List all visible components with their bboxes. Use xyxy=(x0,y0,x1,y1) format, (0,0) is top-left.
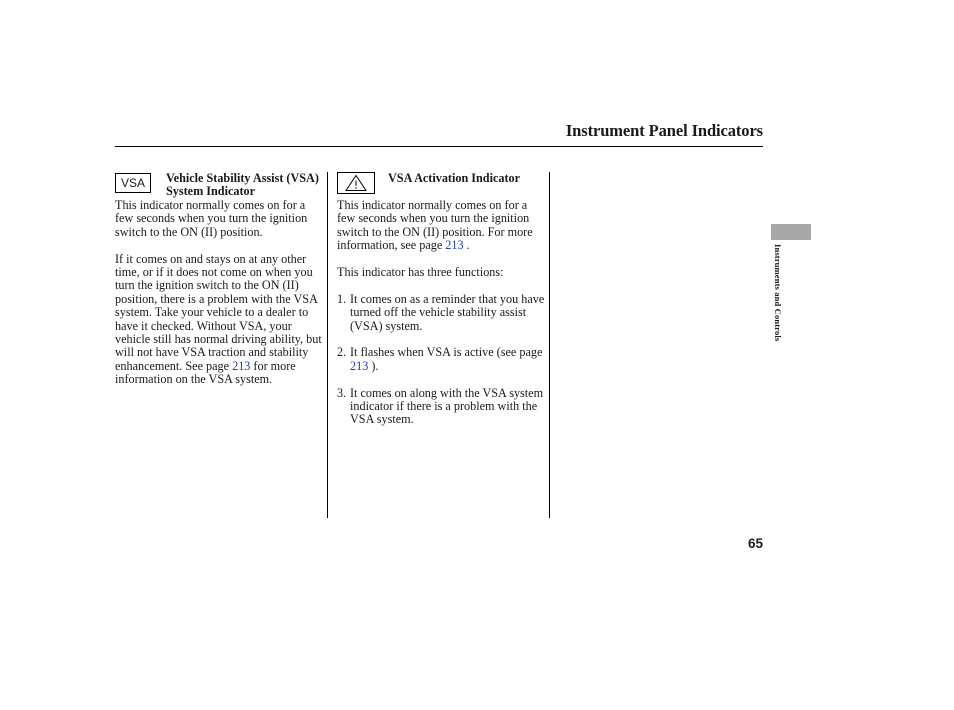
vsa-system-paragraph-1: This indicator normally comes on for a few seconds when you turn the ignition switch to the ON (II) position. xyxy=(115,198,308,239)
list-number: 1. xyxy=(337,291,347,306)
vsa-activation-indicator-title: VSA Activation Indicator xyxy=(388,171,521,185)
page-link[interactable]: 213 xyxy=(350,358,369,373)
page-link[interactable]: 213 xyxy=(232,358,251,373)
vsa-activation-paragraph-1 xyxy=(337,199,545,253)
paragraph-text: This indicator normally comes on for a few seconds when you turn the ignition switch to the ON (II) position. For more information, see page xyxy=(337,198,533,253)
vsa-system-paragraph-2 xyxy=(115,253,323,387)
list-item xyxy=(337,346,545,373)
vsa-activation-paragraph-2: This indicator has three functions: xyxy=(337,265,504,280)
section-side-tab xyxy=(771,224,811,240)
list-text xyxy=(350,346,545,373)
page-link[interactable]: 213 xyxy=(445,238,464,253)
list-text: It comes on along with the VSA system indicator if there is a problem with the VSA system. xyxy=(350,385,544,427)
column-divider-right xyxy=(549,172,550,518)
vsa-activation-indicator-body xyxy=(337,199,545,427)
list-item xyxy=(337,387,545,427)
list-text: It comes on as a reminder that you have turned off the vehicle stability assist (VSA) system. xyxy=(350,291,545,333)
warning-triangle-indicator xyxy=(337,172,375,194)
paragraph-text: . xyxy=(466,238,470,253)
list-text-part: ). xyxy=(371,358,379,373)
page-title: Instrument Panel Indicators xyxy=(565,121,763,140)
list-number: 2. xyxy=(337,345,347,360)
vsa-system-indicator-body xyxy=(115,199,323,387)
paragraph-text: for more information on the VSA system. xyxy=(115,358,296,387)
list-number: 3. xyxy=(337,385,347,400)
title-rule xyxy=(115,146,763,147)
section-side-label: Instruments and Controls xyxy=(773,244,783,342)
list-item xyxy=(337,293,545,333)
list-text-part: It flashes when VSA is active (see page xyxy=(350,345,543,360)
vsa-indicator-icon: VSA xyxy=(115,173,151,193)
page-number: 65 xyxy=(747,536,763,551)
vsa-system-indicator-title: Vehicle Stability Assist (VSA) System Indicator xyxy=(166,171,319,199)
warning-triangle-icon xyxy=(338,173,374,193)
paragraph-text: If it comes on and stays on at any other time, or if it does not come on when you turn the ignition switch to the ON (II) position, there is a problem with the VSA system. Take your vehicle to a dealer to have it checked. Without VSA, your vehicle still has normal driving ability, but will not have VSA traction and stability enhancement. See page xyxy=(115,251,322,373)
column-divider-left xyxy=(327,172,328,518)
